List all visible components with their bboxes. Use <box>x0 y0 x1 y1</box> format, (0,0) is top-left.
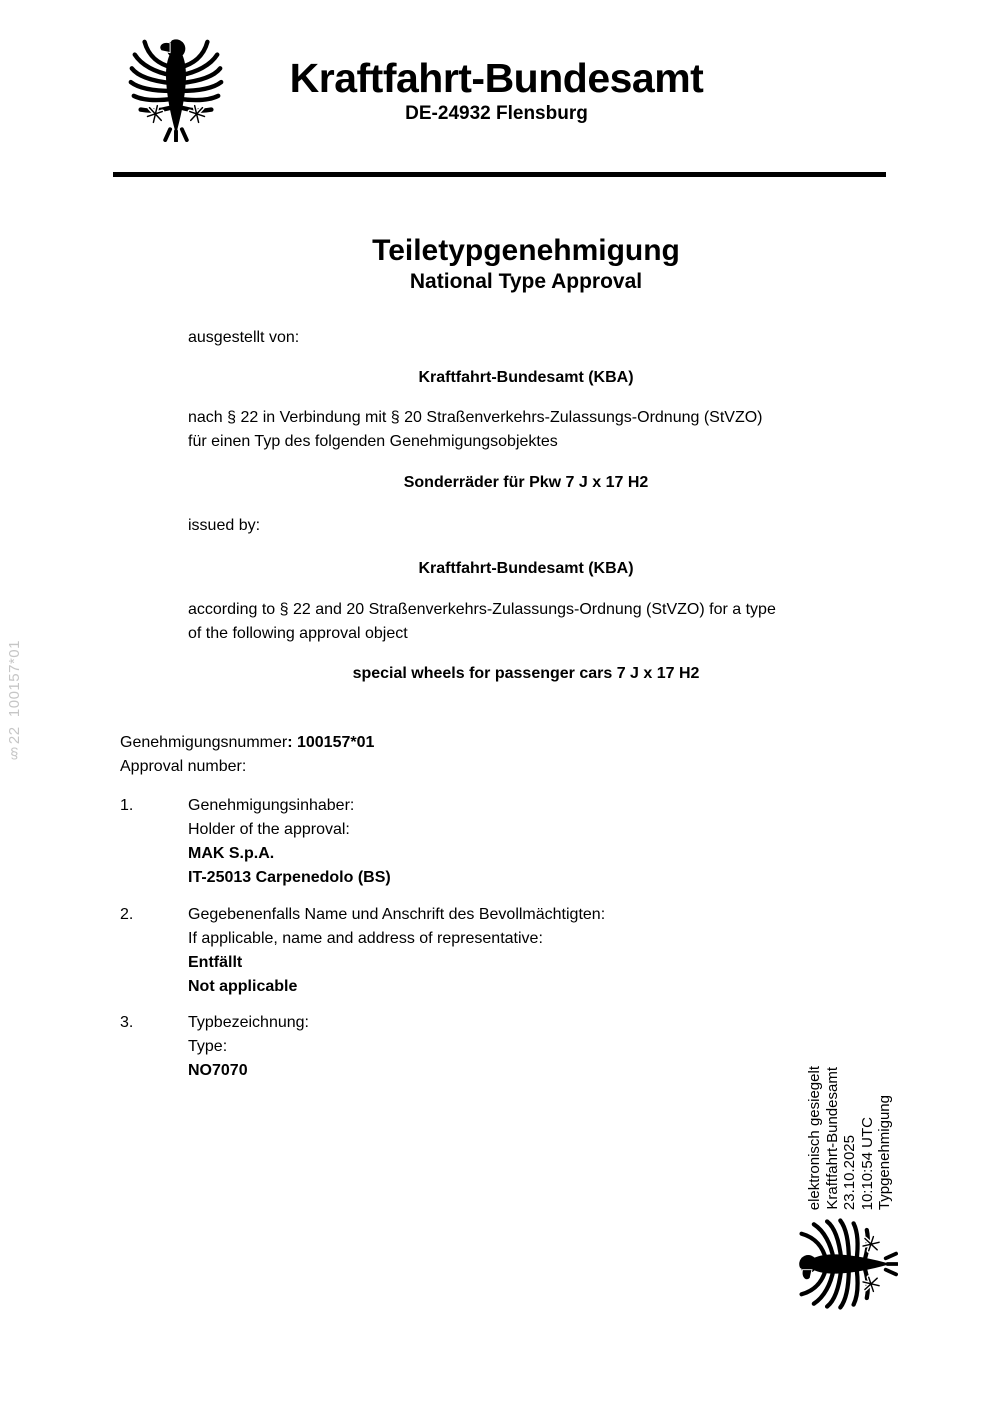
seal-line-4: 10:10:54 UTC <box>858 1116 876 1210</box>
seal-line-2: Kraftfahrt-Bundesamt <box>823 1067 841 1210</box>
item-representative <box>120 903 864 999</box>
letterhead <box>0 56 993 125</box>
holder-address: IT-25013 Carpenedolo (BS) <box>188 869 391 886</box>
document-title-de: Teiletypgenehmigung <box>372 234 680 267</box>
seal-line-1: elektronisch gesiegelt <box>806 1065 823 1210</box>
approval-number-value: : 100157*01 <box>287 734 375 751</box>
legal-basis-de <box>188 406 864 454</box>
item-holder <box>120 794 864 890</box>
item-type-designation <box>120 1011 864 1083</box>
margin-watermark: §22 100157*01 <box>6 640 23 762</box>
approval-number-line-de <box>120 731 864 755</box>
representative-value-en: Not applicable <box>188 978 298 995</box>
holder-name: MAK S.p.A. <box>188 845 275 862</box>
document-title-block <box>188 234 864 294</box>
item-label-de: Genehmigungsinhaber: <box>188 797 355 814</box>
seal-line-3: 23.10.2025 <box>841 1134 858 1210</box>
item-number: 3. <box>120 1014 134 1031</box>
approval-object-de: Sonderräder für Pkw 7 J x 17 H2 <box>403 474 649 491</box>
legal-basis-de-line2: für einen Typ des folgenden Genehmigungsobjektes <box>188 433 558 450</box>
item-label-en: If applicable, name and address of representative: <box>188 930 543 947</box>
seal-eagle-icon <box>798 1212 898 1317</box>
item-label-de: Typbezeichnung: <box>188 1014 309 1031</box>
item-content <box>188 903 605 999</box>
approval-number-block <box>120 731 864 779</box>
agency-location: DE-24932 Flensburg <box>405 103 588 124</box>
issued-by-en: issued by: <box>188 517 261 534</box>
item-label-en: Holder of the approval: <box>188 821 350 838</box>
item-number: 2. <box>120 906 134 923</box>
electronic-seal-text <box>806 1055 894 1210</box>
legal-basis-de-line1: nach § 22 in Verbindung mit § 20 Straßenverkehrs-Zulassungs-Ordnung (StVZO) <box>188 409 763 426</box>
item-label-en: Type: <box>188 1038 228 1055</box>
item-label-de: Gegebenenfalls Name und Anschrift des Bevollmächtigten: <box>188 906 606 923</box>
item-number: 1. <box>120 797 134 814</box>
authority-de: Kraftfahrt-Bundesamt (KBA) <box>418 369 634 386</box>
document-title-en: National Type Approval <box>409 270 643 293</box>
authority-en: Kraftfahrt-Bundesamt (KBA) <box>418 560 634 577</box>
approval-number-label-en: Approval number: <box>120 758 247 775</box>
representative-value-de: Entfällt <box>188 954 243 971</box>
document-body <box>120 326 864 1083</box>
issued-by-de: ausgestellt von: <box>188 329 300 346</box>
legal-basis-en <box>188 598 864 646</box>
item-content <box>188 794 391 890</box>
agency-name: Kraftfahrt-Bundesamt <box>289 55 704 101</box>
seal-line-5: Typgenehmigung <box>876 1094 893 1210</box>
type-designation-value: NO7070 <box>188 1062 248 1079</box>
item-content <box>188 1011 309 1083</box>
legal-basis-en-line2: of the following approval object <box>188 625 408 642</box>
header-divider <box>113 172 886 177</box>
approval-object-en: special wheels for passenger cars 7 J x 17 H2 <box>352 665 700 682</box>
approval-number-label-de: Genehmigungsnummer <box>120 734 288 751</box>
legal-basis-en-line1: according to § 22 and 20 Straßenverkehrs-Zulassungs-Ordnung (StVZO) for a type <box>188 601 776 618</box>
